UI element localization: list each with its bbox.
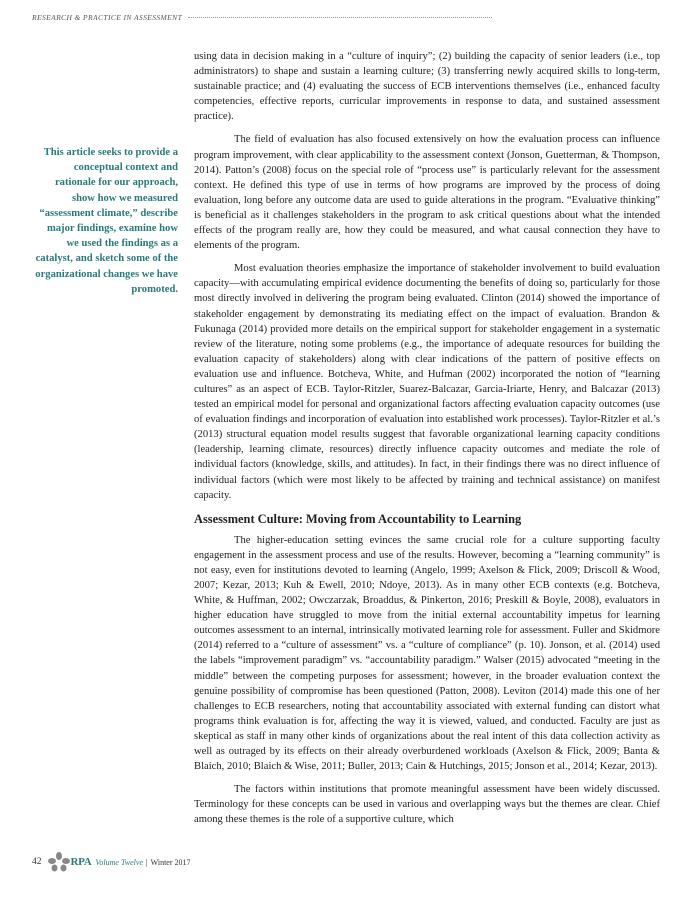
pull-quote: This article seeks to provide a conceptual context and rationale for our approach, show how we measured “assessment climate,” describe major findings, examine how we used the findings as a catalyst, and sketch some of the organizational changes we have promoted. xyxy=(35,147,178,295)
paragraph-1: using data in decision making in a “culture of inquiry”; (2) building the capacity of senior leaders (i.e., top administrators) to shape and sustain a learning culture; (3) transferring newly acquired skills to long-term, sustainable practice; and (4) evaluating the success of ECB interventions themselves (i.e., enhanced faculty competencies, effective reports, curricular improvements in response to data, and sustained assessment practice). xyxy=(194,51,660,123)
page-footer xyxy=(32,852,191,872)
paragraph-5: The factors within institutions that promote meaningful assessment have been widely discussed. Terminology for these concepts can be used in various and overlapping ways but the themes are clear. Chief among these themes is the role of a supportive culture, which xyxy=(194,784,660,826)
running-header-title: RESEARCH & PRACTICE IN ASSESSMENT xyxy=(32,13,183,22)
page-number: 42 xyxy=(32,857,42,867)
volume-label: Volume Twelve xyxy=(95,857,144,867)
flower-logo-icon xyxy=(48,852,70,872)
footer-separator: | xyxy=(146,857,148,867)
running-header xyxy=(32,13,492,22)
rpa-logo xyxy=(48,852,92,872)
paragraph-4: The higher-education setting evinces the same crucial role for a culture supporting faculty engagement in the assessment process and use of the results. However, becoming a “learning community” is not easy, even for institutions devoted to learning (Angelo, 1999; Axelson & Flick, 2009; Driscoll & Wood, 2007; Kezar, 2013; Kuh & Ewell, 2010; Ndoye, 2013). As in many other ECB contexts (e.g. Botcheva, White, & Huffman, 2002; Owczarzak, Broaddus, & Pinkerton, 2016; Preskill & Boyle, 2008), evaluators in higher education have struggled to move from the initial external accountability impetus for learning outcomes assessment to an internal, intrinsically motivated learning role for assessment. Fuller and Skidmore (2014) referred to a “culture of assessment” vs. a “culture of compliance” (p. 10). Jonson, et al. (2014) used the labels “improvement paradigm” vs. “accountability paradigm.” Walser (2015) advocated “meeting in the middle” between the competing purposes for assessment; however, in the broader evaluation context the genuine possibility of compromise has been questioned (Patton, 2008). Leviton (2014) made this one of her challenges to ECB researchers, noting that accountability associated with external funding can distort what programs think evaluation is for, affecting the way it is viewed, valued, and conducted. Faculty are just as skeptical as staff in many other kinds of organizations about the real intent of this data collection activity as well as outraged by its effects on their already overburdened workloads (Axelson & Flick, 2009; Banta & Blaich, 2010; Blaich & Wise, 2011; Buller, 2013; Cain & Hutchings, 2015; Jonson et al., 2014; Kezar, 2013). xyxy=(194,534,660,773)
paragraph-3: Most evaluation theories emphasize the importance of stakeholder involvement to build evaluation capacity—with accumulating empirical evidence documenting the benefits of doing so, particularly for those most directly involved in delivering the program being evaluated. Clinton (2014) showed the importance of stakeholder engagement by demonstrating its mediating effect on the impact of evaluation. Brandon & Fukunaga (2014) provided more details on the empirical support for stakeholder engagement in a systematic review of the literature, noting some problems (e.g., the importance of adequate resources for building the evaluation capacity of stakeholders) along with clear indications of the pattern of positive effects on evaluation use and influence. Botcheva, White, and Hufman (2002) incorporated the notion of “learning cultures” as an aspect of ECB. Taylor-Ritzler, Suarez-Balcazar, Garcia-Iriarte, Henry, and Balcazar (2013) tested an empirical model for personal and organizational factors affecting evaluation capacity outcomes (use of evaluation findings and incorporation of evaluation into established work processes). Taylor-Ritzler et al.’s (2013) structural equation model results suggest that favorable organizational learning capacity conditions (leadership, learning climate, resources) directly influence capacity outcomes and mediate the role of individual factors (knowledge, skills, and attitudes). In fact, in their findings there was no direct influence of individual factors (which were most likely to be affected by training and technical assistance) on manifest capacity. xyxy=(194,263,660,501)
article-body xyxy=(194,49,660,836)
paragraph-2: The field of evaluation has also focused extensively on how the evaluation process can influence program improvement, with clear applicability to the assessment context (Jonson, Guetterman, & Thompson, 2014). Patton’s (2008) focus on the special role of “process use” is particularly relevant for the assessment context. He defined this type of use in terms of how programs are improved by the process of doing evaluation, long before any outcome data are used to guide alterations in the program. “Evaluative thinking” is beneficial as it challenges stakeholders in the program to ask critical questions about what the intended effects of the program really are, how they could be measured, and what causal connection they have to elements of the program. xyxy=(194,134,660,252)
issue-label: Winter 2017 xyxy=(150,857,191,867)
running-header-dotted-rule xyxy=(188,17,492,18)
section-heading: Assessment Culture: Moving from Accountability to Learning xyxy=(194,511,522,526)
logo-text: RPA xyxy=(70,856,92,868)
